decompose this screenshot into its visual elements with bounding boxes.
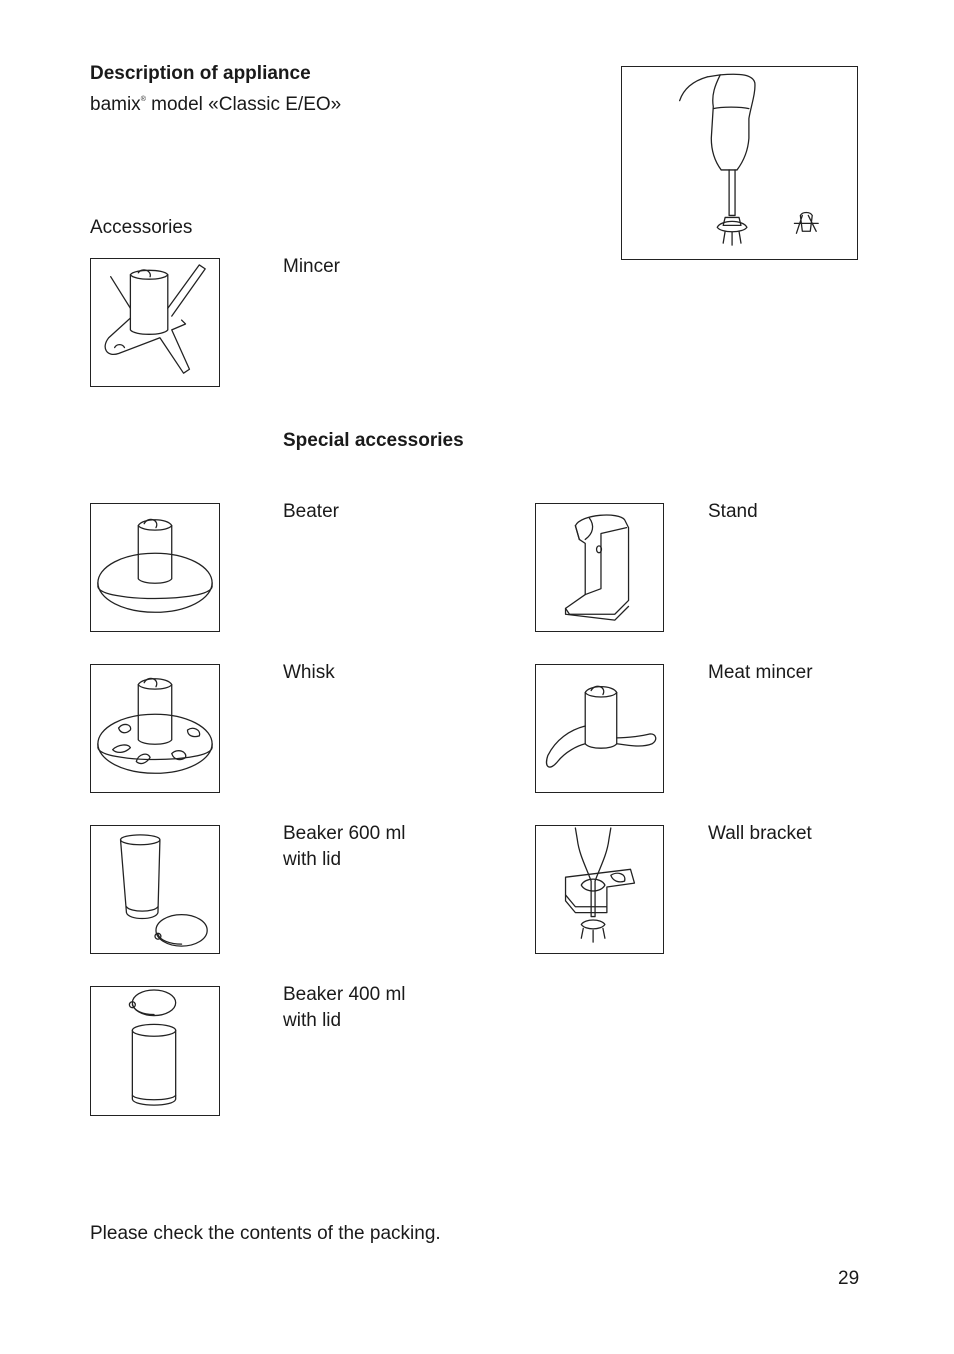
beaker-400-label-line-2: with lid bbox=[283, 1010, 342, 1031]
beaker-400-label-line-1: Beaker 400 ml bbox=[283, 984, 406, 1005]
mincer-illustration bbox=[90, 258, 220, 387]
beaker-400-label bbox=[283, 982, 406, 1034]
meat-mincer-label bbox=[708, 660, 813, 686]
wall-bracket-label-line: Wall bracket bbox=[708, 823, 812, 844]
whisk-illustration bbox=[90, 664, 220, 793]
special-accessories-heading: Special accessories bbox=[283, 430, 464, 451]
beater-illustration bbox=[90, 503, 220, 632]
beaker-600-icon bbox=[91, 826, 219, 953]
model-line bbox=[90, 87, 341, 118]
beaker-600-label-line-1: Beaker 600 ml bbox=[283, 823, 406, 844]
whisk-label bbox=[283, 660, 335, 686]
beater-label-line: Beater bbox=[283, 501, 339, 522]
model-name: model «Classic E/EO» bbox=[145, 94, 342, 115]
page-number: 29 bbox=[838, 1268, 860, 1289]
beaker-400-illustration bbox=[90, 986, 220, 1116]
stand-illustration bbox=[535, 503, 664, 632]
beaker-600-label bbox=[283, 821, 406, 873]
wall-bracket-illustration bbox=[535, 825, 664, 954]
packing-note: Please check the contents of the packing. bbox=[90, 1223, 441, 1244]
hand-blender-icon bbox=[622, 67, 857, 259]
whisk-label-line: Whisk bbox=[283, 662, 335, 683]
meat-mincer-blade-icon bbox=[536, 665, 663, 792]
mincer-label: Mincer bbox=[283, 256, 341, 277]
beaker-600-label-line-2: with lid bbox=[283, 849, 342, 870]
beaker-400-icon bbox=[91, 987, 219, 1115]
accessories-heading: Accessories bbox=[90, 217, 193, 238]
stand-icon bbox=[536, 504, 663, 631]
beater-label bbox=[283, 499, 339, 525]
stand-label bbox=[708, 499, 758, 525]
meat-mincer-label-line: Meat mincer bbox=[708, 662, 813, 683]
hand-blender-illustration bbox=[621, 66, 858, 260]
stand-label-line: Stand bbox=[708, 501, 758, 522]
brand-name: bamix bbox=[90, 94, 141, 115]
beaker-600-illustration bbox=[90, 825, 220, 954]
wall-bracket-label bbox=[708, 821, 812, 847]
wall-bracket-icon bbox=[536, 826, 663, 953]
beater-disc-icon bbox=[91, 504, 219, 631]
registered-mark: ® bbox=[140, 96, 146, 103]
whisk-disc-icon bbox=[91, 665, 219, 792]
page-title: Description of appliance bbox=[90, 63, 311, 84]
mincer-blade-icon bbox=[91, 259, 219, 386]
meat-mincer-illustration bbox=[535, 664, 664, 793]
